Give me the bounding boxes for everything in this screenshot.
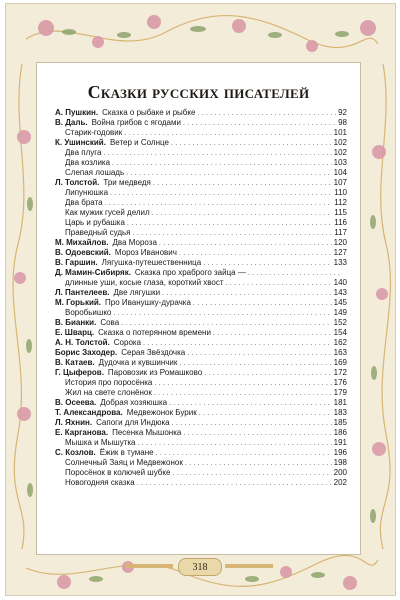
dot-leader bbox=[179, 249, 332, 259]
toc-work-title: История про поросёнка bbox=[65, 378, 153, 387]
toc-author: Г. Цыферов. bbox=[55, 368, 104, 377]
toc-entry bbox=[55, 208, 347, 218]
table-of-contents bbox=[55, 108, 347, 488]
toc-author: Е. Шварц. bbox=[55, 328, 95, 337]
toc-work-title: Старик-годовик bbox=[65, 128, 123, 137]
toc-entry bbox=[55, 368, 347, 378]
leaf-icon bbox=[268, 32, 282, 38]
toc-author: В. Катаев. bbox=[55, 358, 95, 367]
leaf-icon bbox=[190, 26, 206, 32]
toc-page-number: 102 bbox=[333, 138, 347, 147]
toc-work-title: Поросёнок в колючей шубке bbox=[65, 468, 171, 477]
toc-page-number: 107 bbox=[333, 178, 347, 187]
toc-work-title: Два козлика bbox=[65, 158, 111, 167]
dot-leader bbox=[112, 159, 332, 169]
toc-entry bbox=[55, 318, 347, 328]
toc-page-number: 127 bbox=[333, 248, 347, 257]
toc-entry bbox=[55, 458, 347, 468]
rose-icon bbox=[372, 442, 386, 456]
toc-author: В. Одоевский. bbox=[55, 248, 111, 257]
toc-page-number: 110 bbox=[334, 188, 347, 197]
toc-page-number: 181 bbox=[333, 398, 347, 407]
leaf-icon bbox=[62, 29, 76, 35]
toc-author: В. Осеева. bbox=[55, 398, 97, 407]
rose-icon bbox=[17, 130, 31, 144]
toc-page-number: 196 bbox=[333, 448, 347, 457]
toc-work-title: Ветер и Солнце bbox=[109, 138, 169, 147]
toc-page-number: 200 bbox=[333, 468, 347, 477]
dot-leader bbox=[103, 149, 331, 159]
toc-author: С. Козлов. bbox=[55, 448, 96, 457]
toc-page-number: 183 bbox=[333, 408, 347, 417]
toc-entry bbox=[55, 378, 347, 388]
dot-leader bbox=[171, 139, 332, 149]
toc-entry bbox=[55, 138, 347, 148]
toc-entry bbox=[55, 448, 347, 458]
toc-author: М. Горький. bbox=[55, 298, 101, 307]
rose-icon bbox=[372, 145, 386, 159]
toc-work-title: Песенка Мышонка bbox=[112, 428, 182, 437]
dot-leader bbox=[172, 419, 332, 429]
toc-page-number: 133 bbox=[333, 258, 347, 267]
rose-icon bbox=[147, 15, 161, 29]
toc-work-title: Солнечный Заяц и Медвежонок bbox=[65, 458, 183, 467]
dot-leader bbox=[137, 479, 332, 489]
toc-entry bbox=[55, 158, 347, 168]
toc-entry bbox=[55, 248, 347, 258]
toc-page-number: 191 bbox=[333, 438, 347, 447]
toc-work-title: Сказка о рыбаке и рыбке bbox=[102, 108, 196, 117]
toc-entry bbox=[55, 288, 347, 298]
rose-icon bbox=[306, 40, 318, 52]
toc-entry bbox=[55, 218, 347, 228]
toc-page-number: 202 bbox=[333, 478, 347, 487]
toc-page-number: 162 bbox=[333, 338, 347, 347]
toc-author: Л. Яхнин. bbox=[55, 418, 93, 427]
toc-work-title: Медвежонок Бурик bbox=[126, 408, 197, 417]
toc-author: В. Даль. bbox=[55, 118, 88, 127]
toc-page-number: 185 bbox=[333, 418, 347, 427]
toc-work-title: Слепая лошадь bbox=[65, 168, 125, 177]
folio-ornament-left bbox=[125, 564, 173, 568]
leaf-icon bbox=[26, 339, 32, 353]
leaf-icon bbox=[371, 366, 377, 380]
page-number: 318 bbox=[178, 558, 222, 576]
rose-icon bbox=[92, 36, 104, 48]
leaf-icon bbox=[27, 483, 33, 497]
rose-icon bbox=[280, 566, 292, 578]
toc-page-number: 186 bbox=[333, 428, 347, 437]
toc-page-number: 176 bbox=[333, 378, 347, 387]
toc-entry bbox=[55, 258, 347, 268]
dot-leader bbox=[193, 299, 332, 309]
dot-leader bbox=[185, 459, 332, 469]
toc-work-title: Новогодняя сказка bbox=[65, 478, 135, 487]
dot-leader bbox=[213, 329, 332, 339]
toc-page-number: 112 bbox=[334, 198, 347, 207]
toc-author: В. Бианки. bbox=[55, 318, 97, 327]
toc-page-number: 145 bbox=[333, 298, 347, 307]
toc-page-number: 179 bbox=[333, 388, 347, 397]
leaf-icon bbox=[370, 509, 376, 523]
dot-leader bbox=[172, 469, 331, 479]
toc-work-title: Мороз Иванович bbox=[114, 248, 177, 257]
rose-icon bbox=[17, 407, 31, 421]
toc-work-title: Жил на свете слонёнок bbox=[65, 388, 152, 397]
toc-page-number: 154 bbox=[333, 328, 347, 337]
toc-entry bbox=[55, 168, 347, 178]
toc-author: Т. Александрова. bbox=[55, 408, 123, 417]
rose-icon bbox=[343, 576, 357, 590]
toc-work-title: Ёжик в тумане bbox=[99, 448, 154, 457]
dot-leader bbox=[126, 169, 332, 179]
toc-page-number: 120 bbox=[333, 238, 347, 247]
toc-work-title: длинные уши, косые глаза, короткий хвост bbox=[65, 278, 224, 287]
leaf-icon bbox=[117, 32, 131, 38]
folio-ornament-right bbox=[225, 564, 273, 568]
toc-author: Д. Мамин-Сибиряк. bbox=[55, 268, 131, 277]
toc-entry bbox=[55, 278, 347, 288]
toc-page-number: 163 bbox=[333, 348, 347, 357]
toc-author: Е. Карганова. bbox=[55, 428, 109, 437]
toc-work-title: Добрая хозяюшка bbox=[100, 398, 168, 407]
dot-leader bbox=[133, 229, 333, 239]
toc-work-title: Лягушка-путешественница bbox=[101, 258, 202, 267]
toc-entry bbox=[55, 128, 347, 138]
toc-work-title: Два брата bbox=[65, 198, 103, 207]
leaf-icon bbox=[335, 31, 349, 37]
toc-entry bbox=[55, 238, 347, 248]
toc-entry bbox=[55, 118, 347, 128]
toc-entry bbox=[55, 408, 347, 418]
toc-work-title: Два плуга bbox=[65, 148, 102, 157]
toc-work-title: Как мужик гусей делил bbox=[65, 208, 150, 217]
leaf-icon bbox=[311, 572, 325, 578]
page-title: Сказки русских писателей bbox=[87, 82, 310, 102]
dot-leader bbox=[248, 269, 343, 279]
toc-author: Борис Заходер. bbox=[55, 348, 118, 357]
toc-page-number: 152 bbox=[333, 318, 347, 327]
dot-leader bbox=[204, 369, 331, 379]
toc-author: К. Ушинский. bbox=[55, 138, 106, 147]
toc-work-title: Сова bbox=[100, 318, 120, 327]
dot-leader bbox=[138, 439, 332, 449]
toc-author: А. Пушкин. bbox=[55, 108, 99, 117]
toc-entry bbox=[55, 438, 347, 448]
dot-leader bbox=[187, 349, 331, 359]
toc-page-number: 149 bbox=[333, 308, 347, 317]
toc-author: Л. Пантелеев. bbox=[55, 288, 110, 297]
toc-entry bbox=[55, 108, 347, 118]
dot-leader bbox=[154, 379, 331, 389]
toc-page-number: 140 bbox=[333, 278, 347, 287]
toc-entry bbox=[55, 308, 347, 318]
toc-entry bbox=[55, 418, 347, 428]
rose-icon bbox=[360, 20, 376, 36]
dot-leader bbox=[154, 389, 332, 399]
toc-entry bbox=[55, 148, 347, 158]
toc-page-number: 104 bbox=[333, 168, 347, 177]
dot-leader bbox=[197, 109, 336, 119]
toc-page-number: 92 bbox=[338, 108, 347, 117]
toc-work-title: Липунюшка bbox=[65, 188, 109, 197]
toc-entry bbox=[55, 478, 347, 488]
toc-page-number: 101 bbox=[333, 128, 347, 137]
dot-leader bbox=[159, 239, 332, 249]
toc-page-number: 169 bbox=[333, 358, 347, 367]
rose-icon bbox=[232, 19, 246, 33]
toc-page-number: 172 bbox=[333, 368, 347, 377]
toc-page-number: 116 bbox=[334, 218, 347, 227]
toc-page-number: 103 bbox=[333, 158, 347, 167]
rose-icon bbox=[14, 272, 26, 284]
dot-leader bbox=[127, 219, 332, 229]
toc-entry bbox=[55, 398, 347, 408]
toc-work-title: Сказка о потерянном времени bbox=[98, 328, 211, 337]
toc-page-number: 117 bbox=[334, 228, 347, 237]
toc-author: А. Н. Толстой. bbox=[55, 338, 110, 347]
toc-work-title: Воробьишко bbox=[65, 308, 112, 317]
toc-entry bbox=[55, 298, 347, 308]
toc-work-title: Два Мороза bbox=[112, 238, 157, 247]
rose-icon bbox=[57, 575, 71, 589]
toc-entry bbox=[55, 348, 347, 358]
toc-entry bbox=[55, 198, 347, 208]
toc-entry bbox=[55, 188, 347, 198]
dot-leader bbox=[113, 309, 331, 319]
dot-leader bbox=[199, 409, 332, 419]
dot-leader bbox=[153, 179, 332, 189]
toc-work-title: Сапоги для Индюка bbox=[96, 418, 170, 427]
dot-leader bbox=[152, 209, 333, 219]
toc-work-title: Война грибов с ягодами bbox=[91, 118, 181, 127]
toc-page-number: 102 bbox=[333, 148, 347, 157]
leaf-icon bbox=[245, 576, 259, 582]
toc-work-title: Три медведя bbox=[103, 178, 151, 187]
toc-entry bbox=[55, 338, 347, 348]
toc-entry bbox=[55, 358, 347, 368]
toc-author: М. Михайлов. bbox=[55, 238, 109, 247]
toc-author: Л. Толстой. bbox=[55, 178, 100, 187]
toc-work-title: Паровозик из Ромашково bbox=[107, 368, 203, 377]
toc-page-number: 198 bbox=[333, 458, 347, 467]
dot-leader bbox=[110, 189, 332, 199]
toc-work-title: Сказка про храброго зайца — bbox=[134, 268, 246, 277]
toc-work-title: Праведный судья bbox=[65, 228, 131, 237]
toc-page-number: 115 bbox=[334, 208, 347, 217]
dot-leader bbox=[183, 119, 336, 129]
toc-work-title: Сорока bbox=[113, 338, 142, 347]
toc-work-title: Серая Звёздочка bbox=[121, 348, 186, 357]
toc-entry bbox=[55, 178, 347, 188]
rose-icon bbox=[376, 288, 388, 300]
toc-page-number: 143 bbox=[333, 288, 347, 297]
toc-work-title: Дудочка и кувшинчик bbox=[98, 358, 178, 367]
toc-work-title: Про Иванушку-дурачка bbox=[105, 298, 191, 307]
toc-work-title: Две лягушки bbox=[113, 288, 161, 297]
dot-leader bbox=[226, 279, 332, 289]
toc-page-number: 98 bbox=[338, 118, 347, 127]
toc-entry bbox=[55, 228, 347, 238]
leaf-icon bbox=[89, 576, 103, 582]
toc-entry bbox=[55, 468, 347, 478]
toc-entry bbox=[55, 268, 347, 278]
toc-entry bbox=[55, 428, 347, 438]
toc-work-title: Мышка и Мышутка bbox=[65, 438, 136, 447]
toc-work-title: Царь и рубашка bbox=[65, 218, 125, 227]
toc-author: В. Гаршин. bbox=[55, 258, 98, 267]
dot-leader bbox=[183, 429, 331, 439]
rose-icon bbox=[38, 20, 54, 36]
toc-entry bbox=[55, 328, 347, 338]
leaf-icon bbox=[27, 197, 33, 211]
toc-entry bbox=[55, 388, 347, 398]
leaf-icon bbox=[370, 215, 376, 229]
